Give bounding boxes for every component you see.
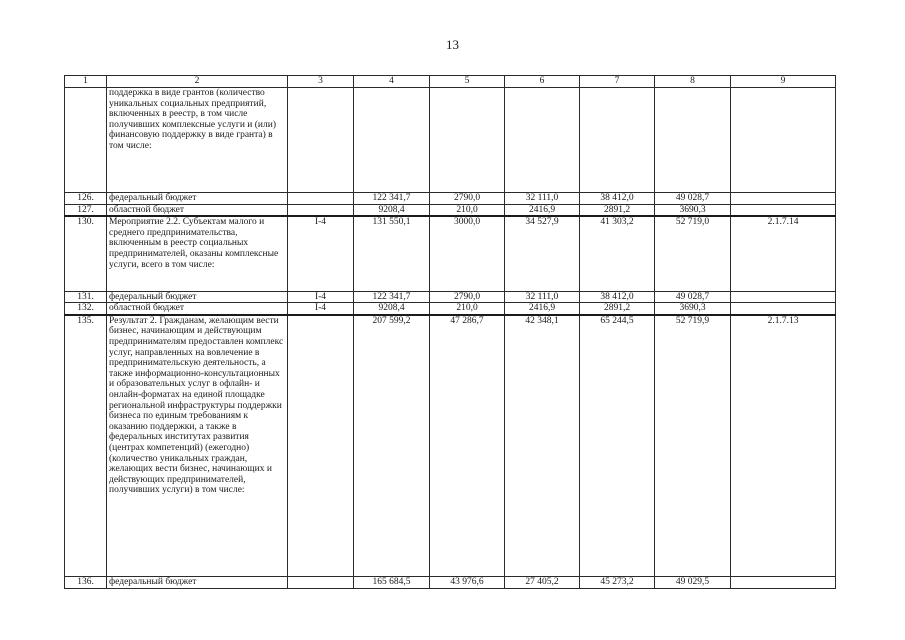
- cell-col7: 65 244,5: [580, 315, 655, 577]
- header-cell: 8: [655, 76, 731, 88]
- row-description: областной бюджет: [107, 303, 288, 315]
- cell-col9: [731, 88, 836, 193]
- table-row: [65, 88, 836, 193]
- cell-col5: 3000,0: [430, 216, 505, 291]
- table-row: [65, 315, 836, 577]
- cell-col5: 2790,0: [430, 291, 505, 303]
- row-description: поддержка в виде грантов (количество уникальных социальных предприятий, включенных в реестр, в том числе получивших комплексные услуги и (или) финансовую поддержку в виде гранта) в том числе:: [107, 88, 288, 193]
- cell-col8: 3690,3: [655, 204, 731, 216]
- cell-col8: 49 028,7: [655, 193, 731, 205]
- cell-col9: [731, 193, 836, 205]
- row-description: федеральный бюджет: [107, 291, 288, 303]
- cell-col5: 210,0: [430, 204, 505, 216]
- table-row: [65, 303, 836, 315]
- cell-col7: 38 412,0: [580, 291, 655, 303]
- cell-col6: 2416,9: [505, 204, 580, 216]
- cell-col9: [731, 577, 836, 589]
- cell-col3: I-4: [288, 291, 354, 303]
- cell-col9: [731, 303, 836, 315]
- cell-col8: 49 028,7: [655, 291, 731, 303]
- cell-col4: 165 684,5: [354, 577, 430, 589]
- row-description: федеральный бюджет: [107, 193, 288, 205]
- cell-col5: 2790,0: [430, 193, 505, 205]
- header-row: [65, 76, 836, 88]
- row-number: 132.: [65, 303, 107, 315]
- cell-col9: [731, 204, 836, 216]
- cell-col8: 52 719,9: [655, 315, 731, 577]
- table-row: [65, 204, 836, 216]
- cell-col4: 207 599,2: [354, 315, 430, 577]
- cell-col3: I-4: [288, 303, 354, 315]
- cell-col4: 9208,4: [354, 204, 430, 216]
- cell-col9: [731, 291, 836, 303]
- cell-col5: [430, 88, 505, 193]
- cell-col6: 42 348,1: [505, 315, 580, 577]
- cell-col3: [288, 204, 354, 216]
- cell-col4: 131 550,1: [354, 216, 430, 291]
- row-number: [65, 88, 107, 193]
- cell-col6: 32 111,0: [505, 291, 580, 303]
- header-cell: 4: [354, 76, 430, 88]
- cell-col8: 3690,3: [655, 303, 731, 315]
- header-cell: 3: [288, 76, 354, 88]
- cell-col4: 9208,4: [354, 303, 430, 315]
- cell-col3: [288, 315, 354, 577]
- cell-col7: 41 303,2: [580, 216, 655, 291]
- cell-col7: 45 273,2: [580, 577, 655, 589]
- cell-col3: [288, 577, 354, 589]
- table-row: [65, 577, 836, 589]
- cell-col6: 34 527,9: [505, 216, 580, 291]
- header-cell: 7: [580, 76, 655, 88]
- cell-col8: [655, 88, 731, 193]
- cell-col5: 47 286,7: [430, 315, 505, 577]
- budget-table: [64, 75, 836, 589]
- table-row: [65, 193, 836, 205]
- cell-col9: 2.1.7.13: [731, 315, 836, 577]
- row-number: 131.: [65, 291, 107, 303]
- cell-col3: I-4: [288, 216, 354, 291]
- cell-col5: 210,0: [430, 303, 505, 315]
- cell-col8: 49 029,5: [655, 577, 731, 589]
- cell-col7: 2891,2: [580, 204, 655, 216]
- row-number: 130.: [65, 216, 107, 291]
- row-description: федеральный бюджет: [107, 577, 288, 589]
- cell-col4: 122 341,7: [354, 291, 430, 303]
- row-number: 126.: [65, 193, 107, 205]
- header-cell: 2: [107, 76, 288, 88]
- cell-col7: 2891,2: [580, 303, 655, 315]
- cell-col3: [288, 193, 354, 205]
- cell-col4: 122 341,7: [354, 193, 430, 205]
- cell-col3: [288, 88, 354, 193]
- cell-col6: 32 111,0: [505, 193, 580, 205]
- header-cell: 9: [731, 76, 836, 88]
- row-description: Мероприятие 2.2. Субъектам малого и среднего предпринимательства, включенным в реестр социальных предпринимателей, оказаны комплексные услуги, всего в том числе:: [107, 216, 288, 291]
- cell-col9: 2.1.7.14: [731, 216, 836, 291]
- cell-col6: 27 405,2: [505, 577, 580, 589]
- row-description: областной бюджет: [107, 204, 288, 216]
- cell-col4: [354, 88, 430, 193]
- row-number: 136.: [65, 577, 107, 589]
- row-description: Результат 2. Гражданам, желающим вести бизнес, начинающим и действующим предпринимателям предоставлен комплекс услуг, направленных на вовлечение в предпринимательскую деятельность, а также информационно-консультационных и образовательных услуг в офлайн- и онлайн-форматах на единой площадке региональной инфраструктуры поддержки бизнеса по единым требованиям к оказанию поддержки, а также в федеральных институтах развития (центрах компетенций) (ежегодно) (количество уникальных граждан, желающих вести бизнес, начинающих и действующих предпринимателей, получивших услуги) в том числе:: [107, 315, 288, 577]
- cell-col8: 52 719,0: [655, 216, 731, 291]
- cell-col6: [505, 88, 580, 193]
- table-row: [65, 291, 836, 303]
- cell-col7: 38 412,0: [580, 193, 655, 205]
- header-cell: 1: [65, 76, 107, 88]
- row-number: 127.: [65, 204, 107, 216]
- cell-col5: 43 976,6: [430, 577, 505, 589]
- header-cell: 6: [505, 76, 580, 88]
- header-cell: 5: [430, 76, 505, 88]
- page-number: 13: [446, 37, 459, 52]
- cell-col6: 2416,9: [505, 303, 580, 315]
- table-row: [65, 216, 836, 291]
- cell-col7: [580, 88, 655, 193]
- row-number: 135.: [65, 315, 107, 577]
